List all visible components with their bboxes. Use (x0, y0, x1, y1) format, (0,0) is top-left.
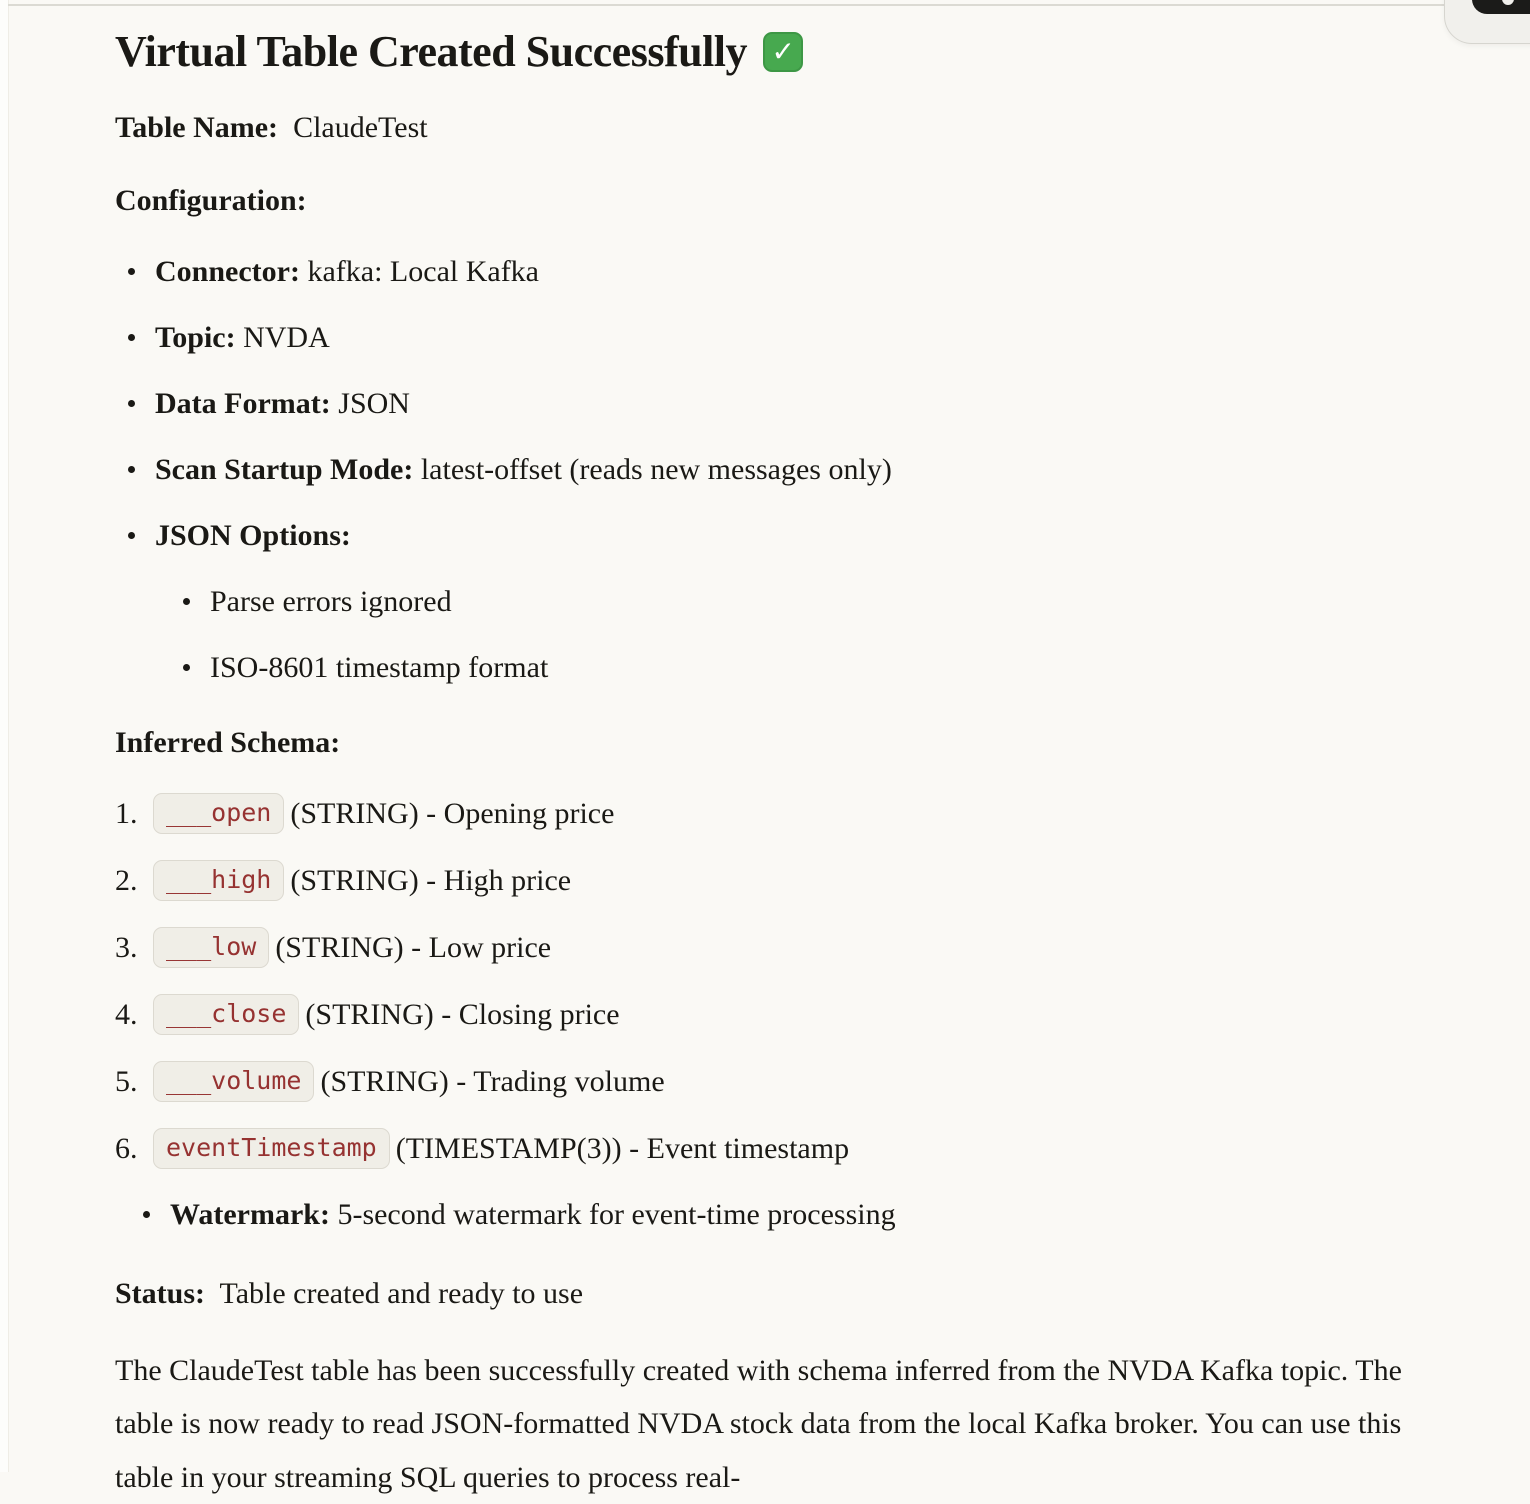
list-number: 4. (115, 998, 138, 1031)
config-list-item (115, 513, 1465, 690)
config-value: JSON (338, 387, 410, 420)
config-label: Data Format: (155, 387, 331, 420)
list-number: 6. (115, 1132, 138, 1165)
config-label: JSON Options: (155, 519, 351, 552)
configuration-heading: Configuration: (115, 184, 307, 217)
window-edge-strip (0, 0, 9, 1472)
bullet-marker (183, 664, 190, 671)
bullet-marker (183, 598, 190, 605)
config-label: Scan Startup Mode: (155, 453, 414, 486)
schema-description: (STRING) - Opening price (290, 797, 615, 830)
status-label: Status: (115, 1277, 206, 1310)
schema-list-item (115, 1126, 1465, 1237)
configuration-list (115, 249, 1465, 690)
inline-code: ___low (153, 927, 269, 968)
config-sub-list (155, 579, 1465, 690)
status-line (115, 1271, 1465, 1316)
heading-text: Virtual Table Created Successfully (115, 27, 748, 76)
schema-description: (STRING) - Low price (275, 931, 552, 964)
inline-code: ___close (153, 994, 299, 1035)
inline-code: eventTimestamp (153, 1128, 390, 1169)
schema-description: (STRING) - High price (290, 864, 572, 897)
bullet-marker (128, 400, 135, 407)
schema-description: (TIMESTAMP(3)) - Event timestamp (395, 1132, 850, 1165)
table-name-line (115, 105, 1465, 150)
config-list-item (115, 315, 1465, 360)
list-number: 3. (115, 931, 138, 964)
inferred-schema-heading: Inferred Schema: (115, 726, 341, 759)
inline-code: ___volume (153, 1061, 314, 1102)
config-value: latest-offset (reads new messages only) (420, 453, 892, 486)
assistant-message (115, 24, 1465, 1504)
bullet-marker (143, 1211, 150, 1218)
status-value: Table created and ready to use (219, 1277, 584, 1310)
config-value: NVDA (243, 321, 330, 354)
floating-widget-button[interactable] (1472, 0, 1530, 14)
bullet-marker (128, 268, 135, 275)
watermark-label: Watermark: (170, 1198, 330, 1231)
config-label: Topic: (155, 321, 236, 354)
message-heading (115, 24, 1465, 79)
list-number: 5. (115, 1065, 138, 1098)
config-sub-item (170, 645, 1465, 690)
config-sub-text: ISO-8601 timestamp format (210, 651, 549, 684)
config-sub-text: Parse errors ignored (210, 585, 452, 618)
top-divider (8, 4, 1530, 6)
watermark-item (130, 1192, 1465, 1237)
inline-code: ___open (153, 793, 284, 834)
inline-code: ___high (153, 860, 284, 901)
check-emoji-icon: ✓ (763, 32, 803, 72)
schema-list-item (115, 858, 1465, 903)
list-number: 1. (115, 797, 138, 830)
schema-list-item (115, 791, 1465, 836)
list-number: 2. (115, 864, 138, 897)
watermark-value: 5-second watermark for event-time processing (337, 1198, 896, 1231)
table-name-label: Table Name: (115, 111, 279, 144)
schema-list-item (115, 925, 1465, 970)
schema-description: (STRING) - Closing price (305, 998, 620, 1031)
config-list-item (115, 249, 1465, 294)
config-value: kafka: Local Kafka (307, 255, 540, 288)
config-list-item (115, 447, 1465, 492)
config-label: Connector: (155, 255, 300, 288)
bullet-marker (128, 334, 135, 341)
schema-list-item (115, 1059, 1465, 1104)
schema-list (115, 791, 1465, 1237)
config-list-item (115, 381, 1465, 426)
schema-list-item (115, 992, 1465, 1037)
bullet-marker (128, 466, 135, 473)
schema-sub-list (115, 1192, 1465, 1237)
table-name-value: ClaudeTest (293, 111, 428, 144)
bullet-marker (128, 532, 135, 539)
summary-paragraph: The ClaudeTest table has been successfully created with schema inferred from the NVDA Kafka topic. The table is now ready to read JSON-formatted NVDA stock data from the local Kafka broker. You can use this table in your streaming SQL queries to process real- (115, 1354, 1402, 1494)
config-sub-item (170, 579, 1465, 624)
schema-description: (STRING) - Trading volume (320, 1065, 665, 1098)
